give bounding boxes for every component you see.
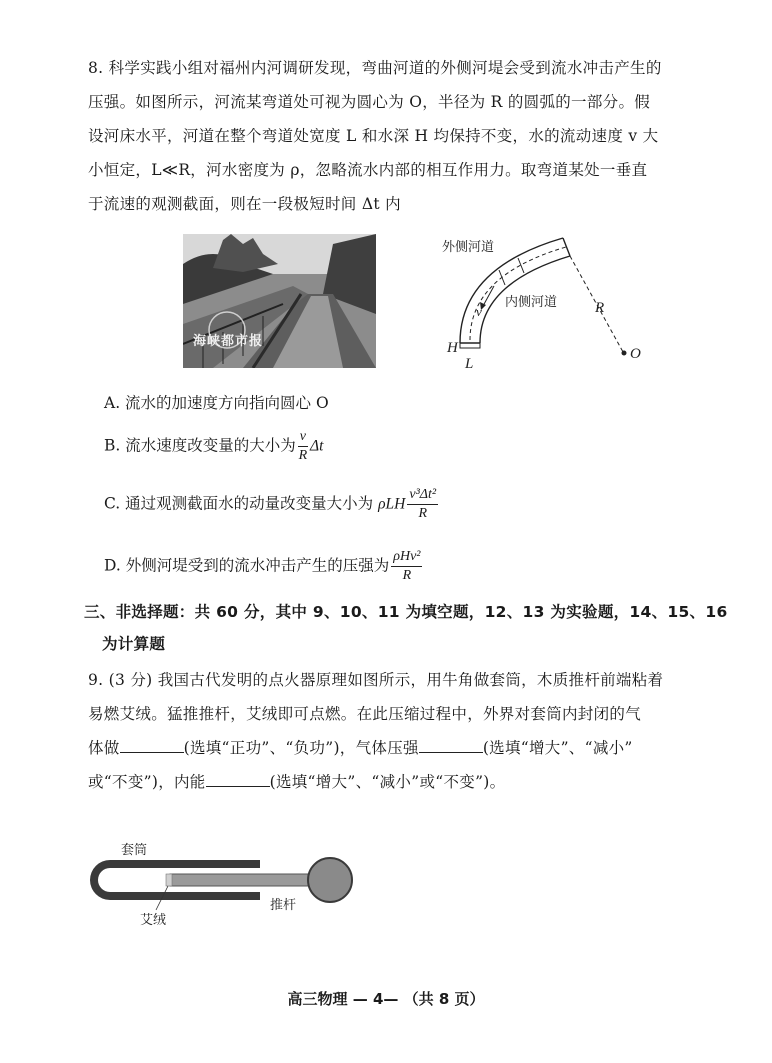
page-footer: 高三物理 — 4— （共 8 页） <box>287 990 485 1008</box>
q9-line-3 <box>88 738 633 758</box>
q8-line-2: 压强。如图所示，河流某弯道处可视为圆心为 O，半径为 R 的圆弧的一部分。假 <box>88 93 651 111</box>
tinder-label: 艾绒 <box>140 913 167 928</box>
q9-line-4-a: 或“不变”)，内能 <box>88 773 206 791</box>
option-b <box>104 428 323 465</box>
option-c-fraction <box>407 486 438 523</box>
option-b-tail: Δt <box>309 437 324 455</box>
option-b-numerator: v <box>298 428 308 447</box>
velocity-label: v <box>476 304 482 319</box>
river-photo <box>183 234 376 368</box>
q9-line-4-b: (选填“增大”、“减小”或“不变”)。 <box>269 773 506 791</box>
inner-river-label: 内侧河道 <box>505 295 558 310</box>
q9-blank-3[interactable] <box>206 772 270 787</box>
q9-blank-1[interactable] <box>120 738 184 753</box>
q8-line-3: 设河床水平，河道在整个弯道处宽度 L 和水深 H 均保持不变，水的流动速度 v 大 <box>88 127 659 145</box>
depth-label: H <box>447 340 458 356</box>
sleeve-label: 套筒 <box>121 843 148 858</box>
option-d-fraction <box>391 548 422 585</box>
width-label: L <box>465 356 474 372</box>
option-a: A. 流水的加速度方向指向圆心 O <box>104 394 329 412</box>
river-bend-diagram <box>420 228 650 378</box>
option-b-fraction <box>298 428 308 465</box>
q9-line-1: 9. (3 分) 我国古代发明的点火器原理如图所示，用牛角做套筒，木质推杆前端粘着 <box>88 671 664 689</box>
section-3-title-cont: 为计算题 <box>102 635 166 653</box>
option-d-denominator: R <box>402 568 412 583</box>
q9-blank-2[interactable] <box>419 738 483 753</box>
option-c <box>104 486 440 523</box>
q9-line-4 <box>88 772 505 792</box>
option-c-denominator: R <box>418 506 428 521</box>
q8-line-1: 8. 科学实践小组对福州内河调研发现，弯曲河道的外侧河堤会受到流水冲击产生的 <box>88 59 662 77</box>
option-d <box>104 548 424 585</box>
q9-line-3-c: (选填“增大”、“减小” <box>482 739 633 757</box>
photo-watermark: 海峡都市报 <box>193 334 264 349</box>
center-label: O <box>630 346 641 362</box>
option-c-text: C. 通过观测截面水的动量改变量大小为 <box>104 494 374 513</box>
rod-label: 推杆 <box>270 898 297 913</box>
fire-piston-diagram <box>80 836 370 936</box>
section-3-title: 三、非选择题：共 60 分，其中 9、10、11 为填空题，12、13 为实验题，14、15、16 <box>84 603 728 621</box>
option-d-text: D. 外侧河堤受到的流水冲击产生的压强为 <box>104 556 390 575</box>
radius-label: R <box>595 300 605 316</box>
q8-line-4: 小恒定，L≪R，河水密度为 ρ，忽略流水内部的相互作用力。取弯道某处一垂直 <box>88 161 648 179</box>
q9-line-3-a: 体做 <box>88 739 120 757</box>
q9-line-2: 易燃艾绒。猛推推杆，艾绒即可点燃。在此压缩过程中，外界对套筒内封闭的气 <box>88 705 642 723</box>
option-d-numerator: ρHv² <box>391 548 422 567</box>
q9-line-3-b: (选填“正功”、“负功”)，气体压强 <box>183 739 419 757</box>
outer-river-label: 外侧河道 <box>442 240 495 255</box>
option-c-numerator: v³Δt² <box>407 486 438 505</box>
q8-line-5: 于流速的观测截面，则在一段极短时间 Δt 内 <box>88 195 401 213</box>
option-b-text: B. 流水速度改变量的大小为 <box>104 436 296 455</box>
option-b-denominator: R <box>298 448 308 463</box>
option-c-coefficient: ρLH <box>378 495 406 513</box>
